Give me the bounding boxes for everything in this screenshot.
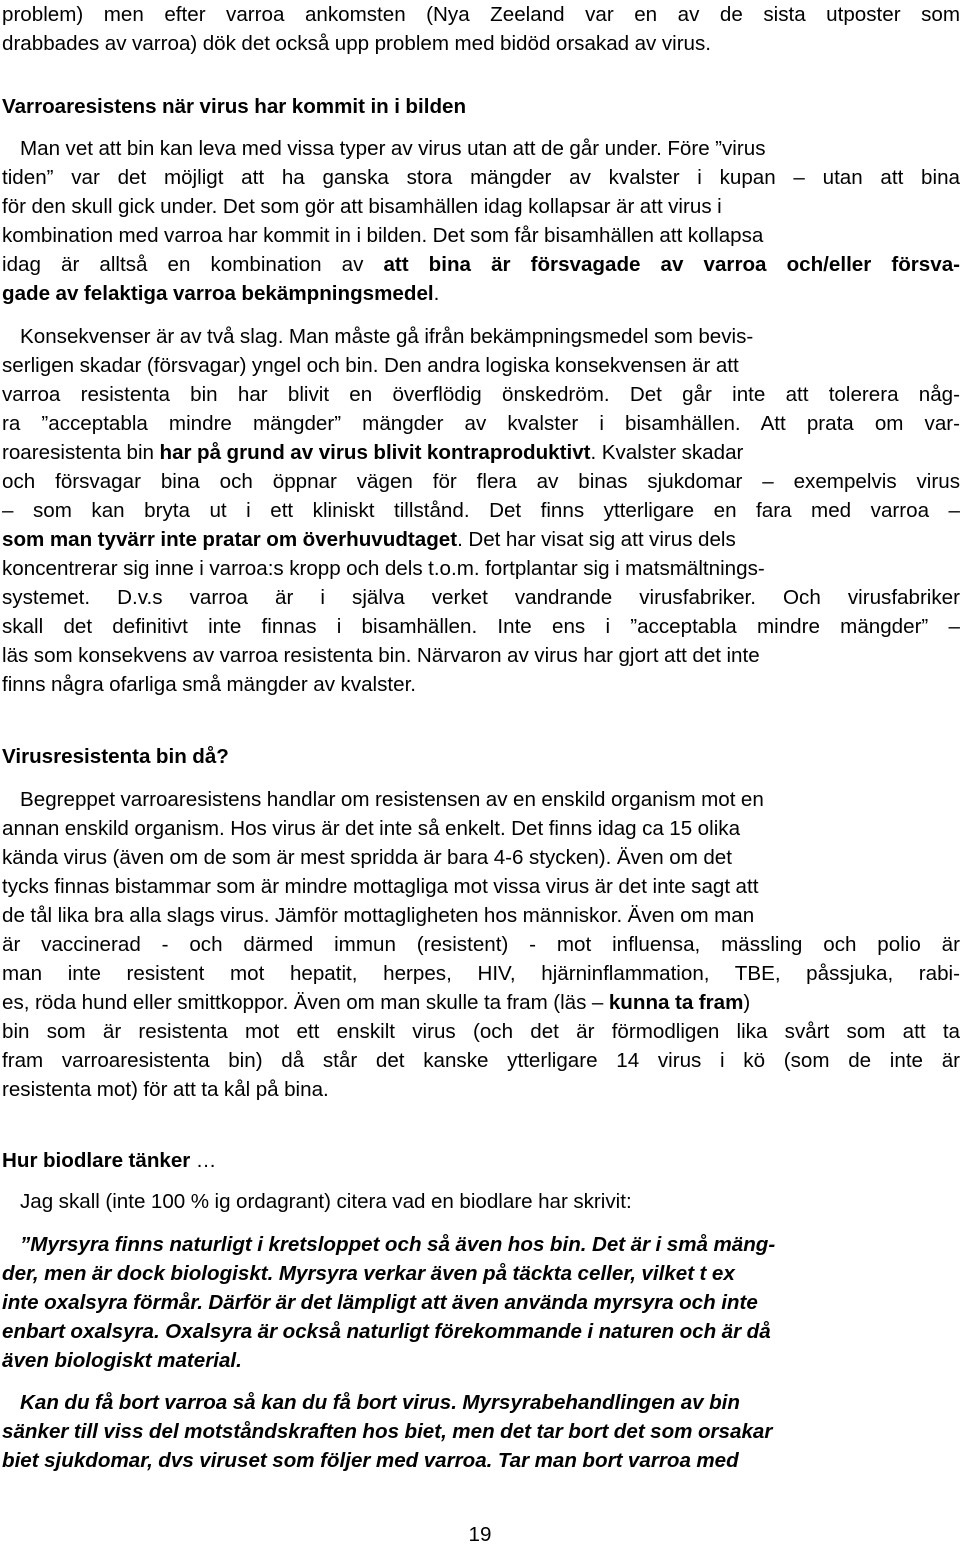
text-run: . Kvalster skadar xyxy=(590,441,744,464)
paragraph-line: Konsekvenser är av två slag. Man måste gå ifrån bekämpningsmedel som bevis- xyxy=(20,325,754,348)
text-run: es, röda hund eller smittkoppor. Även om man skulle ta fram (läs – xyxy=(2,991,609,1014)
paragraph-line: varroa resistenta bin har blivit en överflödig önskedröm. Det går inte att tolerera någ- xyxy=(2,383,960,406)
paragraph-line: tycks finnas bistammar som är mindre mottagliga mot vissa virus är det inte sagt att xyxy=(2,875,759,898)
paragraph-line: systemet. D.v.s varroa är i själva verket vandrande virusfabriker. Och virusfabriker xyxy=(2,586,960,609)
quote-line: inte oxalsyra förmår. Därför är det lämpligt att även använda myrsyra och inte xyxy=(2,1291,758,1314)
quote-line: även biologiskt material. xyxy=(2,1349,242,1372)
paragraph-line: bin som är resistenta mot ett enskilt virus (och det är förmodligen lika svårt som att ta xyxy=(2,1020,960,1043)
paragraph-line: Jag skall (inte 100 % ig ordagrant) citera vad en biodlare har skrivit: xyxy=(20,1190,632,1213)
quote-line: biet sjukdomar, dvs viruset som följer med varroa. Tar man bort varroa med xyxy=(2,1449,739,1472)
paragraph-line: koncentrerar sig inne i varroa:s kropp och dels t.o.m. fortplantar sig i matsmältnings- xyxy=(2,557,765,580)
quote-line: sänker till viss del motståndskraften hos biet, men det tar bort det som orsakar xyxy=(2,1420,773,1443)
paragraph-line: är vaccinerad - och därmed immun (resistent) - mot influensa, mässling och polio är xyxy=(2,933,960,956)
paragraph-line: Begreppet varroaresistens handlar om resistensen av en enskild organism mot en xyxy=(20,788,764,811)
paragraph-line: finns några ofarliga små mängder av kvalster. xyxy=(2,673,417,696)
section-heading: Virusresistenta bin då? xyxy=(2,745,229,768)
paragraph-line: ra ”acceptabla mindre mängder” mängder av kvalster i bisamhällen. Att prata om var- xyxy=(2,412,960,435)
quote-line: enbart oxalsyra. Oxalsyra är också naturligt förekommande i naturen och är då xyxy=(2,1320,771,1343)
quote-line: ”Myrsyra finns naturligt i kretsloppet och så även hos bin. Det är i små mäng- xyxy=(20,1233,776,1256)
text-run: idag är alltså en kombination av xyxy=(2,253,384,276)
bold-text: kunna ta fram xyxy=(608,991,744,1014)
paragraph-line: för den skull gick under. Det som gör att bisamhällen idag kollapsar är att virus i xyxy=(2,195,722,218)
bold-text: har på grund av virus blivit kontraproduktivt xyxy=(159,441,591,464)
text-run: roaresistenta bin xyxy=(2,441,160,464)
quote-line: der, men är dock biologiskt. Myrsyra verkar även på täckta celler, vilket t ex xyxy=(2,1262,735,1285)
page-number: 19 xyxy=(468,1523,492,1546)
paragraph-line: – som kan bryta ut i ett kliniskt tillstånd. Det finns ytterligare en fara med varroa – xyxy=(2,499,960,522)
paragraph-line: annan enskild organism. Hos virus är det inte så enkelt. Det finns idag ca 15 olika xyxy=(2,817,741,840)
text-run: ) xyxy=(743,991,751,1014)
paragraph-line: kända virus (även om de som är mest spridda är bara 4-6 stycken). Även om det xyxy=(2,846,732,869)
paragraph-line: Man vet att bin kan leva med vissa typer av virus utan att de går under. Före ”virus xyxy=(20,137,766,160)
bold-text: som man tyvärr inte pratar om överhuvudtaget xyxy=(2,528,458,551)
bold-text: gade av felaktiga varroa bekämpningsmedel xyxy=(2,282,434,305)
paragraph-line xyxy=(2,525,960,554)
paragraph-line: och försvagar bina och öppnar vägen för flera av binas sjukdomar – exempelvis virus xyxy=(2,470,960,493)
paragraph-line xyxy=(2,438,960,467)
paragraph-line: skall det definitivt inte finnas i bisamhällen. Inte ens i ”acceptabla mindre mängder” – xyxy=(2,615,960,638)
paragraph-line: problem) men efter varroa ankomsten (Nya Zeeland var en av de sista utposter som xyxy=(2,3,960,26)
paragraph-line: de tål lika bra alla slags virus. Jämför mottagligheten hos människor. Även om man xyxy=(2,904,755,927)
text-run: . Det har visat sig att virus dels xyxy=(457,528,736,551)
paragraph-line xyxy=(2,250,960,279)
paragraph-line xyxy=(2,988,960,1017)
bold-text: Hur biodlare tänker xyxy=(2,1149,191,1172)
paragraph-line: resistenta mot) för att ta kål på bina. xyxy=(2,1078,329,1101)
paragraph-line: läs som konsekvens av varroa resistenta bin. Närvaron av virus har gjort att det inte xyxy=(2,644,760,667)
paragraph-line: tiden” var det möjligt att ha ganska stora mängder av kvalster i kupan – utan att bina xyxy=(2,166,960,189)
paragraph-line xyxy=(2,279,960,308)
section-heading: Varroaresistens när virus har kommit in i bilden xyxy=(2,95,467,118)
paragraph-line: kombination med varroa har kommit in i bilden. Det som får bisamhällen att kollapsa xyxy=(2,224,764,247)
paragraph-line: fram varroaresistenta bin) då står det kanske ytterligare 14 virus i kö (som de inte är xyxy=(2,1049,960,1072)
section-heading xyxy=(2,1146,960,1175)
text-run: … xyxy=(190,1149,217,1172)
bold-text: att bina är försvagade av varroa och/eller försva- xyxy=(383,253,960,276)
quote-line: Kan du få bort varroa så kan du få bort virus. Myrsyrabehandlingen av bin xyxy=(20,1391,740,1414)
paragraph-line: drabbades av varroa) dök det också upp problem med bidöd orsakad av virus. xyxy=(2,32,712,55)
paragraph-line: man inte resistent mot hepatit, herpes, HIV, hjärninflammation, TBE, påssjuka, rabi- xyxy=(2,962,960,985)
paragraph-line: serligen skadar (försvagar) yngel och bin. Den andra logiska konsekvensen är att xyxy=(2,354,739,377)
text-run: . xyxy=(433,282,440,305)
